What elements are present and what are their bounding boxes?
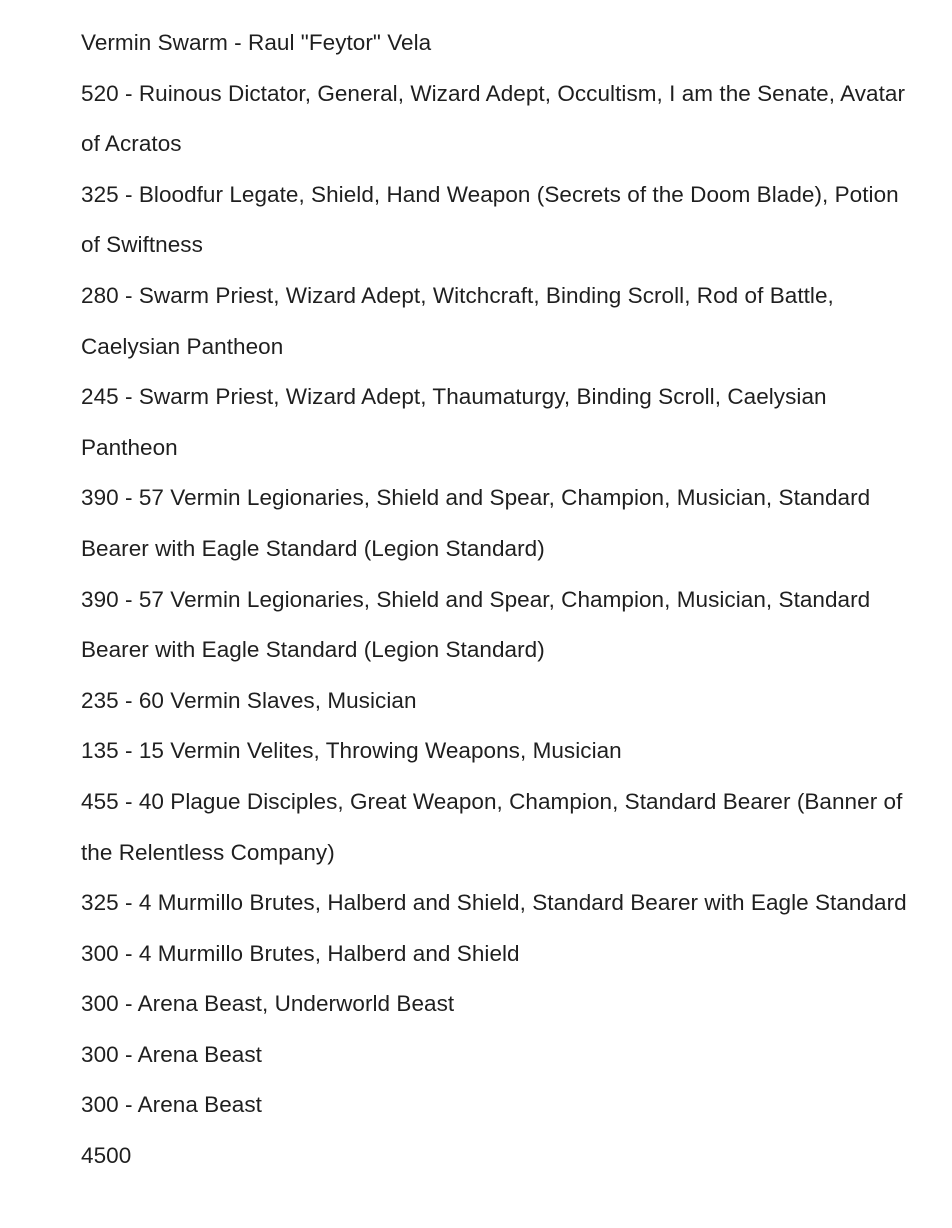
army-list-entry-priest-1: 280 - Swarm Priest, Wizard Adept, Witchcraft, Binding Scroll, Rod of Battle, Caelysian Pantheon [81,282,834,359]
army-list-entry-murmillo-2: 300 - 4 Murmillo Brutes, Halberd and Shield [81,940,520,966]
army-list-entry-arena-beast-3: 300 - Arena Beast [81,1092,262,1118]
army-list-entry-velites: 135 - 15 Vermin Velites, Throwing Weapons, Musician [81,738,622,764]
army-list-entry-legate: 325 - Bloodfur Legate, Shield, Hand Weapon (Secrets of the Doom Blade), Potion of Swiftness [81,181,899,258]
army-list-entry-arena-beast-2: 300 - Arena Beast [81,1041,262,1067]
army-list-entry-slaves: 235 - 60 Vermin Slaves, Musician [81,687,417,713]
army-list-entry-murmillo-1: 325 - 4 Murmillo Brutes, Halberd and Shield, Standard Bearer with Eagle Standard [81,890,907,916]
army-list-entry-priest-2: 245 - Swarm Priest, Wizard Adept, Thaumaturgy, Binding Scroll, Caelysian Pantheon [81,384,827,460]
army-list-entry-legionaries-1: 390 - 57 Vermin Legionaries, Shield and Spear, Champion, Musician, Standard Bearer with Eagle Standard (Legion Standard) [81,485,871,561]
army-list-total: 4500 [81,1143,132,1169]
army-list-entry-arena-beast-1: 300 - Arena Beast, Underworld Beast [81,991,455,1017]
army-list-document [81,18,911,1182]
army-list-entry-lord: 520 - Ruinous Dictator, General, Wizard Adept, Occultism, I am the Senate, Avatar of Acratos [81,80,906,157]
army-list-title: Vermin Swarm - Raul "Feytor" Vela [81,30,432,55]
army-list-entry-legionaries-2: 390 - 57 Vermin Legionaries, Shield and Spear, Champion, Musician, Standard Bearer with Eagle Standard (Legion Standard) [81,586,871,663]
army-list-entry-plague-disciples: 455 - 40 Plague Disciples, Great Weapon, Champion, Standard Bearer (Banner of the Relentless Company) [81,788,903,865]
